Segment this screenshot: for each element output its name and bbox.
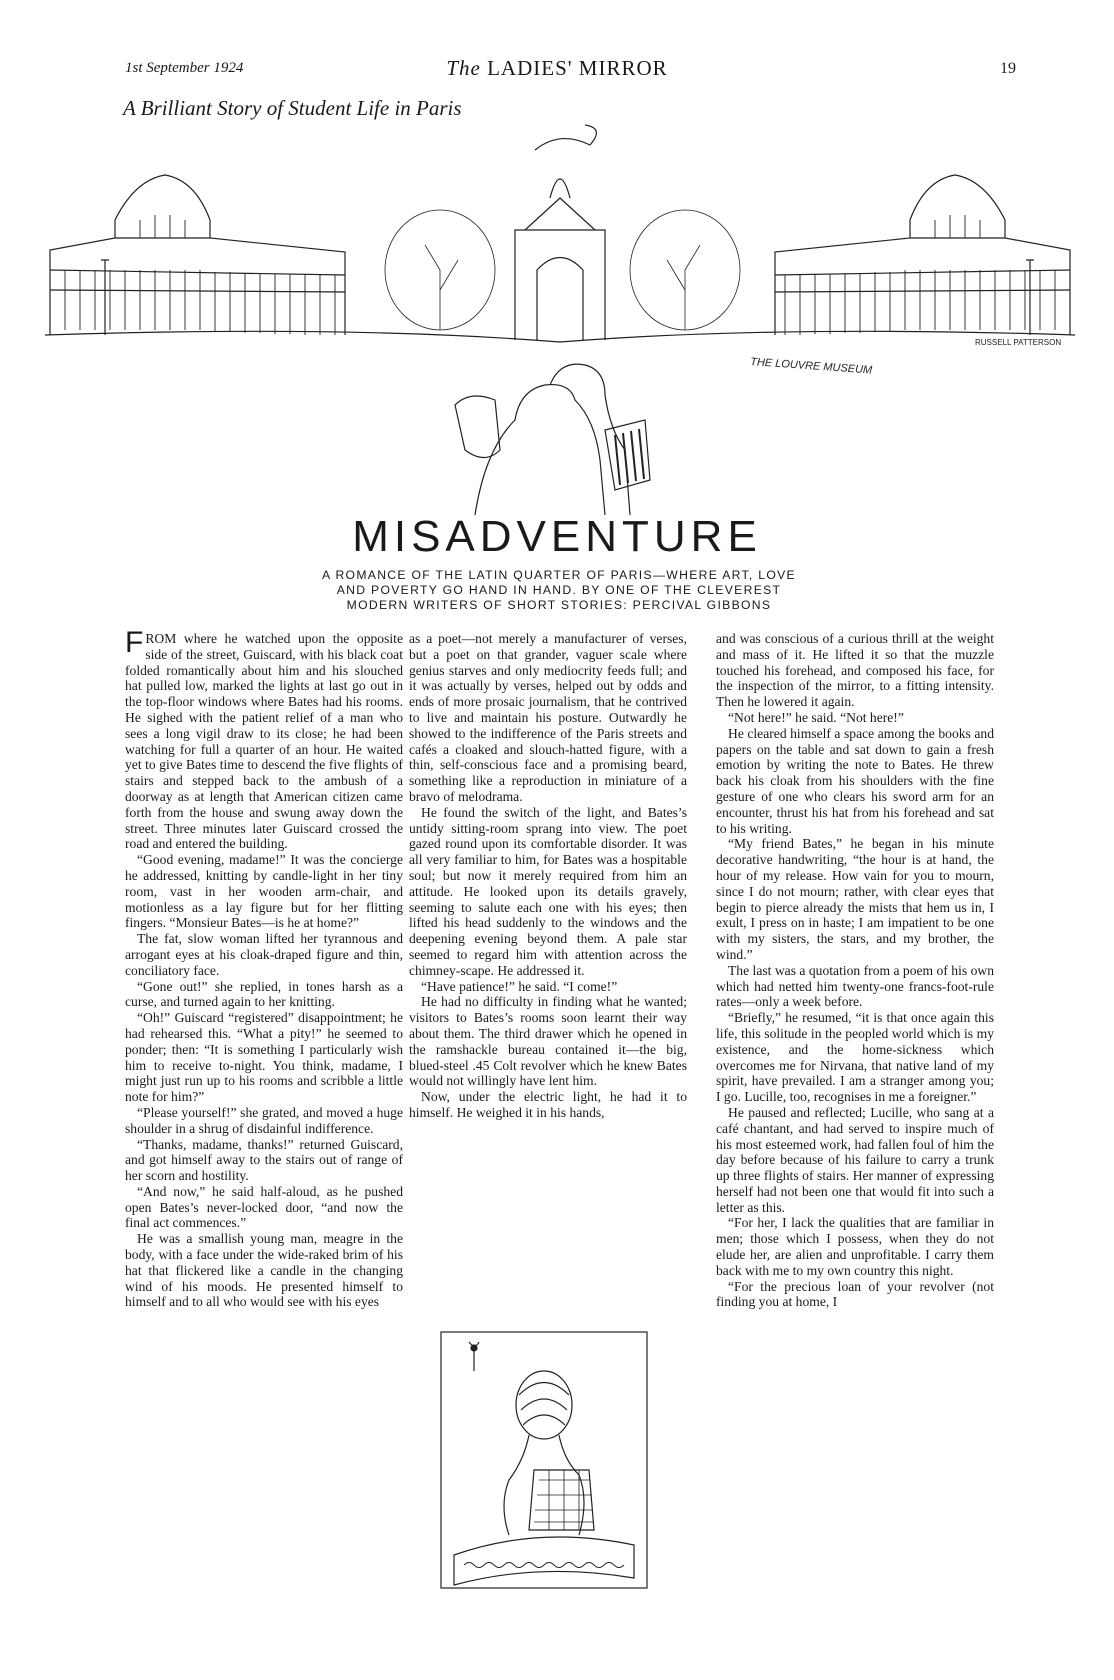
subtitle-line: AND POVERTY GO HAND IN HAND. BY ONE OF THE CLEVEREST xyxy=(336,583,782,597)
story-column-1 xyxy=(125,626,403,1310)
story-subtitle xyxy=(270,568,848,613)
paragraph: “Have patience!” he said. “I come!” xyxy=(421,978,618,994)
subtitle-line: MODERN WRITERS OF SHORT STORIES: PERCIVAL GIBBONS xyxy=(346,598,772,612)
paragraph: The fat, slow woman lifted her tyrannous and arrogant eyes at his cloak-draped figure and thin, conciliatory face. xyxy=(125,931,403,978)
story-column-3 xyxy=(716,631,994,1310)
paragraph: He paused and reflected; Lucille, who sang at a café chantant, and had served to inspire much of his most esteemed work, had fallen foul of him the day before because of his failure to carry a trunk up three flights of stairs. Her manner of expressing herself had not been one that would fit into such a letter as this. xyxy=(716,1104,994,1215)
running-header xyxy=(0,58,1114,88)
paragraph: “Not here!” he said. “Not here!” xyxy=(728,709,904,725)
paragraph: He was a smallish young man, meagre in the body, with a face under the wide-raked brim of his hat that flickered like a candle in the changing wind of his moods. He presented himself to himself and to all who would see with his eyes xyxy=(125,1231,403,1310)
story-title: MISADVENTURE xyxy=(352,512,762,561)
illustration-caption: THE LOUVRE MUSEUM xyxy=(749,356,873,377)
paragraph: “Thanks, madame, thanks!” returned Guiscard, and got himself away to the stairs out of range of her scorn and hostility. xyxy=(125,1136,403,1184)
page-number: 19 xyxy=(1000,60,1016,77)
paragraph: “And now,” he said half-aloud, as he pushed open Bates’s never-locked door, “and now the final act commences.” xyxy=(125,1183,403,1231)
drop-cap: F xyxy=(125,626,144,659)
louvre-illustration xyxy=(45,120,1075,515)
woman-at-mirror-illustration xyxy=(439,1330,649,1590)
issue-date: 1st September 1924 xyxy=(125,60,244,76)
paragraph: He cleared himself a space among the books and papers on the table and sat down to gain a fresh emotion by writing the note to Bates. He threw back his cloak from his shoulders with the fine gesture of one who clears his sword arm for an encounter, thrust his hat from his forehead and sat to his writing. xyxy=(716,725,994,836)
paragraph: He found the switch of the light, and Bates’s untidy sitting-room sprang into view. The poet gazed round upon its comfortable disorder. It was all very familiar to him, for Bates was a hospitable soul; but now it merely required from him an attitude. He looked upon its details gravely, seeming to salute each one with his eyes; then lifted his head suddenly to the windows and the deepening evening beyond them. A pale star seemed to regard him with attention across the chimney-scape. He addressed it. xyxy=(409,804,687,978)
paragraph: “Briefly,” he resumed, “it is that once again this life, this solitude in the peopled world which is my existence, and the home-sickness which overcomes me for Nirvana, that native land of my spirit, have prevailed. I am a stranger among you; I go. Lucille, too, recognises in me a foreigner.” xyxy=(716,1010,994,1105)
paragraph: as a poet—not merely a manufacturer of verses, but a poet on that grander, vaguer scale where genius starves and only mediocrity feeds full; and it was actually by verses, helped out by odds and ends of more prosaic journalism, that he contrived to live and maintain his posture. Outwardly he showed to the indifference of the Paris streets and cafés a cloaked and slouch-hatted figure, with a thin, self-conscious face and a promising beard, something like a reproduction in miniature of a bravo of melodrama. xyxy=(409,631,687,804)
magazine-title xyxy=(0,56,1114,81)
paragraph: “Please yourself!” she grated, and moved a huge shoulder in a shrug of disdainful indifference. xyxy=(125,1104,403,1136)
magazine-title-prefix: The xyxy=(446,56,481,80)
paragraph: “Gone out!” she replied, in tones harsh as a curse, and turned again to her knitting. xyxy=(125,978,403,1010)
paragraph: “My friend Bates,” he began in his minute decorative handwriting, “the hour is at hand, the hour of my release. How vain for you to mourn, since I do not mourn; rather, with clear eyes that begin to pierce already the mists that hem us in, I exult, I press on in haste; I am impatient to be one with my sisters, the stars, and my brother, the wind.” xyxy=(716,836,994,962)
paragraph: He had no difficulty in finding what he wanted; visitors to Bates’s rooms soon learnt their way about them. The third drawer which he opened in the ramshackle bureau contained it—the big, blued-steel .45 Colt revolver which he knew Bates would not willingly have lent him. xyxy=(409,994,687,1089)
story-kicker: A Brilliant Story of Student Life in Paris xyxy=(123,96,462,120)
story-column-2 xyxy=(409,631,687,1121)
paragraph: “Good evening, madame!” It was the concierge he addressed, knitting by candle-light in her tiny room, vast in her wooden arm-chair, and motionless as a lay figure but for her flitting fingers. “Monsieur Bates—is he at home?” xyxy=(125,852,403,931)
illustrator-signature: RUSSELL PATTERSON xyxy=(975,338,1062,347)
paragraph: The last was a quotation from a poem of his own which had netted him twenty-one francs-foot-rule rates—only a week before. xyxy=(716,962,994,1010)
paragraph: Now, under the electric light, he had it to himself. He weighed it in his hands, xyxy=(409,1089,687,1120)
paragraph: FROM where he watched upon the opposite side of the street, Guiscard, with his black coat folded romantically about him and his slouched hat pulled low, marked the lights at last go out in the top-floor windows where Bates had his rooms. He sighed with the patient relief of a man who sees a long vigil draw to its close; he had been watching for full a quarter of an hour. He waited yet to give Bates time to descend the five flights of stairs and stepped back to the ambush of a doorway as at length that American citizen came forth from the house and swung away down the street. Three minutes later Guiscard crossed the road and entered the building. xyxy=(125,626,403,852)
paragraph: “Oh!” Guiscard “registered” disappointment; he had rehearsed this. “What a pity!” he seemed to ponder; then: “It is something I particularly wish him to receive to-night. You think, madame, I might just run up to his rooms and scribble a little note for him?” xyxy=(125,1010,403,1105)
paragraph: “For her, I lack the qualities that are familiar in men; those which I possess, when they do not elude her, are alien and unprofitable. I carry them back with me to my own country this night. xyxy=(716,1215,994,1278)
subtitle-line: A ROMANCE OF THE LATIN QUARTER OF PARIS—WHERE ART, LOVE xyxy=(322,568,796,582)
paragraph: “For the precious loan of your revolver (not finding you at home, I xyxy=(716,1278,994,1310)
magazine-title-name: LADIES' MIRROR xyxy=(487,56,668,80)
paragraph: and was conscious of a curious thrill at the weight and mass of it. He lifted it so that the muzzle touched his forehead, and composed his face, for the inspection of the mirror, to a fitting intensity. Then he lowered it again. xyxy=(716,631,994,710)
